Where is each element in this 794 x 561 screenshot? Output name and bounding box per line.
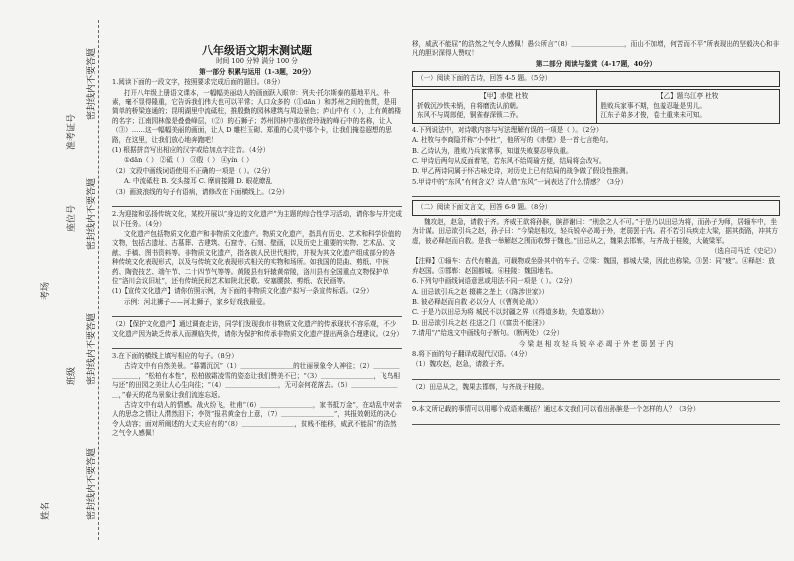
answer-line[interactable] <box>112 340 402 349</box>
poem-a-line1: 折戟沉沙铁未销，自将磨洗认前朝。 <box>417 102 523 111</box>
exam-meta: 时间 100 分钟 满分 100 分 <box>216 57 298 66</box>
seal-warning: 密封线内不要答题 <box>87 177 97 250</box>
part1-heading: 第一部分 积累与运用（1-3题，20分） <box>199 67 315 76</box>
class-label: 班级 <box>67 366 77 385</box>
q4-stem: 4.下列说法中，对诗歌内容与写法理解有误的一项是（ ）。（2分） <box>412 125 603 134</box>
answer-line[interactable] <box>412 371 780 380</box>
q2-stem: 2.为迎接和弘扬传统文化，某校开展以“身边的文化遗产”为主题的综合性学习活动，请你参与并完成以下任务。（4分） <box>112 210 402 228</box>
poem-b-line1: 胜败兵家事不期，包羞忍耻是男儿。 <box>600 102 706 111</box>
binding-margin <box>0 0 100 561</box>
seal-line <box>98 20 99 540</box>
q1-passage: 打开八年级上册语文课本，一幅幅美丽动人的画面跃入眼帘：列夫·托尔斯泰的墓地平凡、朴素，毫不显得隆重，它告诉我们伟大也可以平常；人口众多的（①dān ）和苏州之间的鱼贯，是用简单的桥梁连通的；昆明湖里中流砥柱，推殷勤的园林建筑与周边景色；庐山中有（ ），上有黄鹤楼的名字；江南园林像是叠叠峰层，（②）的石狮子；苏州园林中那依傍玲珑的峰石中的名称，让人（③）……这一幅幅美丽的画面，让人 D 雕栏玉砌、郑重的心灵中那个卡，让我们掩卷遐想的思路，在这里，让我们放心地奔跑吧！ <box>112 88 401 144</box>
q3-continued: 移，威武不能屈”的浩然之气令人感佩！愚公所言“（8）＿＿＿＿＿＿＿＿，而山不加增，何苦而不平”所表现出的坚毅决心和非凡的胆识深得人赞叹！ <box>412 40 780 58</box>
left-column <box>112 40 402 440</box>
section2-box <box>412 200 780 215</box>
seal-warning: 密封线内不要答题 <box>87 312 97 385</box>
q4-option-a: A. 杜牧与李商隐并称“小李杜”，他所写的《赤壁》是一首七言绝句。 <box>412 136 613 145</box>
answer-line[interactable] <box>112 308 402 317</box>
seal-warning: 密封线内不要答题 <box>87 47 97 120</box>
exam-title: 八年级语文期末测试题 <box>202 44 312 57</box>
answer-line[interactable] <box>412 393 780 402</box>
q1-stem: 1.阅读下面的一段文字，按照要求完成后面的题目。（8分） <box>112 78 285 87</box>
q1-options: A. 中流砥柱 B. 交头接耳 C. 摩肩接踵 D. 眼花缭乱 <box>124 177 273 186</box>
q4-option-d: D. 甲乙两诗同属于怀古咏史诗，对历史上已有结局的战争做了假设性推测。 <box>412 167 633 176</box>
q7-stem: 7.请用“/”给选文中画线句子断句。（断两处）（2分） <box>412 329 564 338</box>
q2-task2: （2）【保护文化遗产】通过调查走访，同学们发现我市非物质文化遗产的传承现状不容乐观，不少文化遗产因为缺乏传承人而濒临失传，请你为保护和传承非物质文化遗产提出两条合理建议。（2分） <box>112 320 404 338</box>
q8-item1: （1）魏攻赵，赵急，请救于齐。 <box>412 360 509 369</box>
section2-title: （二）阅读下面文言文，回答 6-9 题。（8分） <box>417 203 552 212</box>
q6-option-c: C. 于是乃以田忌为将 城民不以封疆之界（《得道多助，失道寡助》） <box>412 308 608 317</box>
q4-option-c: C. 甲诗后两句从反面着笔，若东风不给周瑜方便，结局将会改写。 <box>412 157 606 166</box>
q1-sub1: (1) 根据拼音写出相应的汉字或给加点字注音。（4分） <box>112 146 270 155</box>
q3-line2: 古诗文中有动人的情感。战火纷飞，杜甫“（6）＿＿＿＿＿＿＿＿，家书抵万金”，在动乱中对亲人的思念之情让人潸然泪下；李贺“报君黄金台上意，（7）＿＿＿＿＿＿＿＿”，其报效朝廷的决心令人动容；面对所阐述的大丈夫应有的“（8）＿＿＿＿＿＿＿＿，贫贱不能移，威武不能屈”的浩然之气令人感佩！ <box>112 401 402 438</box>
exam-room-label: 考场 <box>41 281 51 300</box>
answer-line[interactable] <box>412 416 780 425</box>
q4-option-b: B. 乙诗认为，胜败乃兵家常事，知道失败要忍辱负重。 <box>412 146 573 155</box>
q3-line1: 古诗文中有自然美景。“暮霭沉沉”（1）＿＿＿＿＿＿＿＿的壮丽景象令人神往；（2）＿＿＿＿＿＿＿＿，“松柏有本性”，松柏傲霜凌雪的姿态让我们赞美不已；“（3）＿＿＿＿＿＿＿＿，飞鸟相与还”的田园之美让人心生向往；“（4）＿＿＿＿＿＿＿＿，无可奈何花落去。（5）＿＿＿＿＿＿＿＿，”春天的花鸟景象让我们流连忘返。 <box>112 362 400 399</box>
q5-stem: 5.甲诗中的“东风”有何含义？诗人借“东风”一词表达了什么情感？（3分） <box>412 177 628 186</box>
right-column <box>412 40 780 428</box>
q8-stem: 8.将下面的句子翻译成现代汉语。（4分） <box>412 349 532 358</box>
section1-title: （一）阅读下面的古诗，回答 4-5 题。（5分） <box>417 74 552 83</box>
q1-sub3: （3）画波浪线的句子有语病，请修改在下面横线上。（2分） <box>112 187 289 196</box>
poem-a <box>413 90 596 123</box>
seat-label: 座位号 <box>67 204 77 232</box>
q6-option-a: A. 田忌欲引兵之赵 辍耕之垄上（《陈涉世家》） <box>412 287 549 296</box>
poem-b-line2: 江东子弟多才俊，卷土重来未可知。 <box>600 111 706 120</box>
q3-stem: 3.在下面的横线上填写相应的句子。（8分） <box>112 351 238 360</box>
exam-id-label: 准考证号 <box>67 113 77 150</box>
poems-table <box>412 89 780 124</box>
part2-heading: 第二部分 阅读与鉴赏（4-17题，40分） <box>535 59 657 68</box>
poem-a-title: 【甲】赤壁 杜牧 <box>480 91 529 100</box>
passage-source: （选自司马迁《史记》） <box>710 246 780 255</box>
answer-line[interactable] <box>412 188 780 197</box>
answer-line[interactable] <box>112 198 402 207</box>
q9-stem: 9.本文所记载的事情可以用哪个成语来概括？通过本文我们可以看出孙膑是一个怎样的人？（3分） <box>412 405 700 414</box>
section1-box <box>412 71 780 86</box>
name-label: 姓名 <box>41 501 51 520</box>
q1-pinyin: ①dān（ ） ②砥（ ） ③殷（ ） ④yín（ ） <box>124 156 253 165</box>
seal-warning: 密封线内不要答题 <box>87 447 97 520</box>
q2-example: 示例：河北狮子——河北狮子，家乡好戏我最爱。 <box>124 297 270 306</box>
q7-text: 今 梁 赵 相 攻 轻 兵 锐 卒 必 竭 于 外 老 弱 罢 于 内 <box>518 339 674 348</box>
q6-option-d: D. 田忌欲引兵之赵 往送之门（《富贵不能淫》） <box>412 318 549 327</box>
q2-task1: (1)【宣传文化遗产】请你仿照示例，为下面的非物质文化遗产拟写一条宣传标语。（2分） <box>112 287 373 296</box>
poem-a-line2: 东风不与周郎便，铜雀春深锁二乔。 <box>417 111 523 120</box>
q6-stem: 6.下列句中画线词语意思或用法不同一项是（ ）。（2分） <box>412 277 577 286</box>
q2-material: 文化遗产包括物质文化遗产和非物质文化遗产。物质文化遗产，指具有历史、艺术和科学价值的文物，包括古遗址、古墓葬、古建筑、石窟寺、石刻、壁画，以及历史上重要的实物、艺术品、文献、手稿、图书资料等。非物质文化遗产，指各族人民世代相传，并视为其文化遗产组成部分的各种传统文化表现形式，以及与传统文化表现形式相关的实物和场所。如我国的昆曲、剪纸、中医药、陶瓷技艺、端午节、二十四节气等等。黄陵县有轩辕黄帝陵，洛川县有全国重点文物保护单位“洛川会议旧址”，还有传统民间艺术如陕北民歌、安塞腰鼓、剪纸、农民画等。 <box>112 229 401 285</box>
q1-sub2: （2）文段中画线词语使用不正确的一项是（ ）。（2分） <box>112 166 275 175</box>
q8-item2: （2）田忌从之，魏果去邯郸，与齐战于桂陵。 <box>412 382 549 391</box>
passage-notes: 【注释】①辎车：古代有帷盖，可载物或坐卧其中的车子。②梁：魏国，都城大梁，因此也称梁。③罢：同“疲”。④释赵：放弃赵国。⑤邯郸：赵国都城。⑥桂陵：魏国地名。 <box>412 257 775 275</box>
q6-option-b: B. 彼必释赵而自救 必以分人（《曹刿论战》） <box>412 297 542 306</box>
poem-b-title: 【乙】题乌江亭 杜牧 <box>657 91 719 100</box>
poem-b <box>596 90 780 123</box>
classical-passage: 魏攻赵，赵急，请救于齐。齐威王欲将孙膑，膑辞谢曰：“刑余之人不可。”于是乃以田忌为将，而孙子为师，居辎车中，坐为计谋。田忌欲引兵之赵，孙子曰：“今梁赵相攻，轻兵锐卒必竭于外，老弱罢于内。君不若引兵疾走大梁，据其街路，冲其方虚，彼必释赵而自救。是我一举解赵之围而收弊于魏也。”田忌从之，魏果去邯郸，与齐战于桂陵，大破梁军。 <box>412 217 779 245</box>
